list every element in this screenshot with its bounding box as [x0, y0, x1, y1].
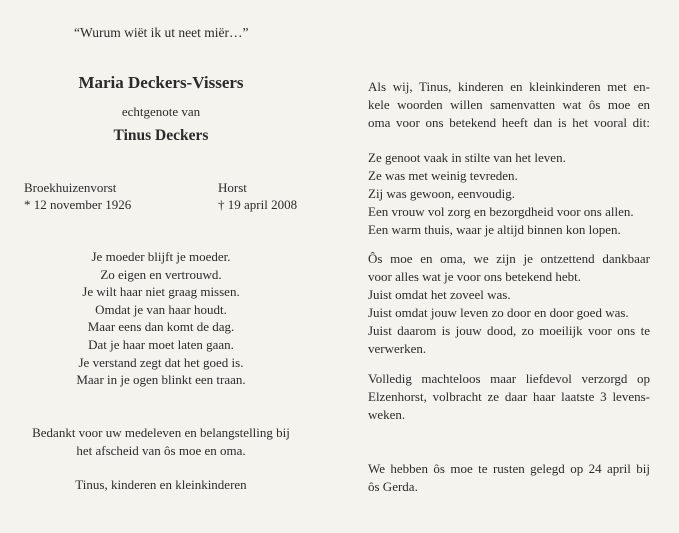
paragraph-care — [368, 370, 650, 424]
poem-line: Dat je haar moet laten gaan. — [88, 336, 234, 352]
text-line: ôs Gerda. — [368, 479, 418, 494]
birth-place: Broekhuizenvorst — [24, 180, 117, 195]
text-line: kele woorden willen samenvatten wat ôs moe en — [368, 97, 650, 112]
poem-line: Maar in je ogen blinkt een traan. — [76, 372, 246, 388]
text-line: Ze genoot vaak in stilte van het leven. — [368, 150, 566, 165]
quote: “Wurum wiët ik ut neet miër…” — [74, 25, 249, 40]
poem-line: Je wilt haar niet graag missen. — [82, 284, 240, 300]
paragraph-tribute — [368, 149, 650, 239]
text-line: Zij was gewoon, eenvoudig. — [368, 186, 515, 201]
thanks-line: het afscheid van ôs moe en oma. — [76, 443, 246, 458]
text-line: Elzenhorst, volbracht ze daar haar laatste 3 levens- — [368, 389, 650, 404]
spouse-name: Tinus Deckers — [113, 127, 209, 144]
text-line: Ze was met weinig tevreden. — [368, 168, 518, 183]
text-line: voor alles wat je voor ons betekend hebt. — [368, 269, 581, 284]
spouse-label: echtgenote van — [121, 104, 201, 119]
text-line: Juist daarom is jouw dood, zo moeilijk voor ons te — [368, 323, 650, 338]
birth-date: * 12 november 1926 — [24, 197, 132, 212]
text-line: We hebben ôs moe te rusten gelegd op 24 april bij — [368, 461, 650, 476]
poem-line: Maar eens dan komt de dag. — [87, 319, 235, 335]
text-line: Een vrouw vol zorg en bezorgdheid voor ons allen. — [368, 204, 634, 219]
text-line: Ôs moe en oma, we zijn je ontzettend dankbaar — [368, 251, 650, 266]
poem-line: Je verstand zegt dat het goed is. — [78, 354, 244, 370]
paragraph-intro — [368, 78, 650, 132]
text-line: Als wij, Tinus, kinderen en kleinkinderen met en- — [368, 79, 650, 94]
poem — [0, 248, 322, 389]
text-line: weken. — [368, 407, 406, 422]
text-line: oma voor ons betekend heeft dan is het vooral dit: — [368, 115, 650, 130]
thanks-line: Bedankt voor uw medeleven en belangstelling bij — [32, 425, 290, 440]
death-date: † 19 april 2008 — [218, 197, 298, 212]
death-place: Horst — [218, 180, 247, 195]
poem-line: Je moeder blijft je moeder. — [91, 249, 231, 264]
signature-line: Tinus, kinderen en kleinkinderen — [75, 477, 247, 492]
text-line: Juist omdat jouw leven zo door en door goed was. — [368, 305, 629, 320]
text-line: Volledig machteloos maar liefdevol verzorgd op — [368, 371, 650, 386]
poem-line: Omdat je van haar houdt. — [95, 301, 227, 317]
paragraph-gratitude — [368, 250, 650, 358]
text-line: verwerken. — [368, 341, 427, 356]
text-line: Een warm thuis, waar je altijd binnen kon lopen. — [368, 222, 621, 237]
deceased-name: Maria Deckers-Vissers — [78, 73, 244, 92]
text-line: Juist omdat het zoveel was. — [368, 287, 511, 302]
poem-line: Zo eigen en vertrouwd. — [100, 266, 222, 282]
paragraph-burial — [368, 460, 650, 496]
thanks-note — [0, 424, 322, 460]
